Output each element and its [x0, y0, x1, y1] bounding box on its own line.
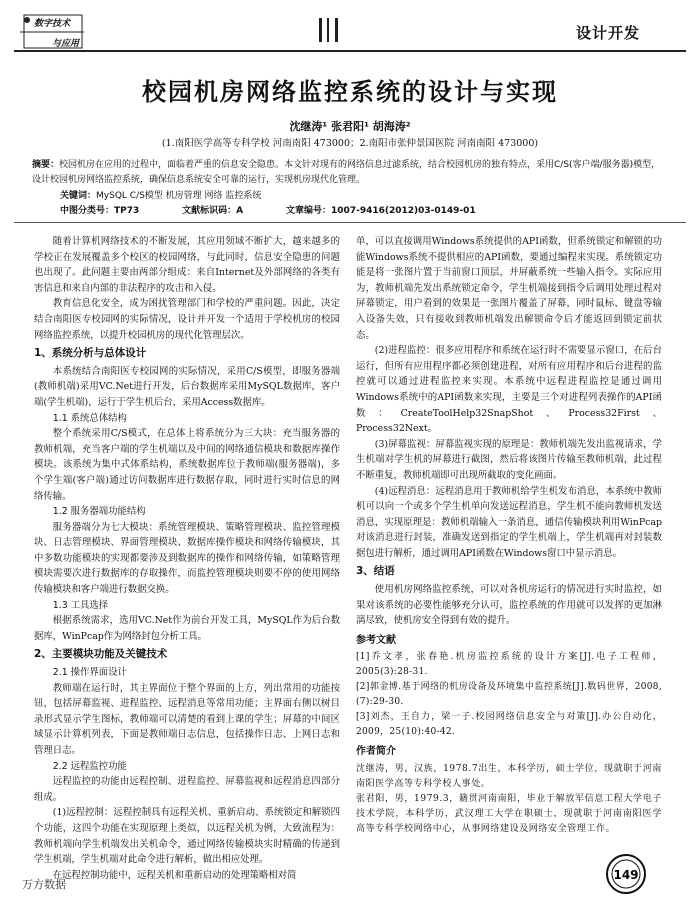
- page-number-badge: [605, 853, 647, 895]
- body-paragraph: 整个系统采用C/S模式，在总体上将系统分为三大块：充当服务器的教师机端，充当客户端的学生机端以及中间的网络通信模块和数据库操作模块。该系统为集中式体系结构，系统数据库位于教师端(服务器端)，多个学生端(客户端)通过访问数据库进行数据存取，同时进行实时信息的网络传输。: [34, 428, 340, 502]
- body-paragraph: 教育信息化安全，成为困扰管理部门和学校的严重问题。因此，决定结合南阳医专校园网的实际情况，设计并开发一个适用于学校机房的校园网络监控系统，以提升校园机房的现代化管理层次。: [34, 298, 340, 341]
- header-bars-decoration: [317, 18, 347, 42]
- section-label: 设计开发: [576, 24, 641, 42]
- body-paragraph: 远程监控的功能由远程控制、进程监控、屏幕监视和远程消息四部分组成。: [34, 776, 340, 803]
- keywords-line: [60, 188, 261, 201]
- body-paragraph: 本系统结合南阳医专校园网的实际情况，采用C/S模型，即服务器端(教师机端)采用VC.Net进行开发，后台数据库采用MySQL数据库，客户端(学生机端)，运行于学生机后台，采用Access数据库。: [34, 365, 340, 408]
- reference-item: [2]郭金博.基于网络的机房设备及环境集中监控系统[J].数码世界，2008,(7):29-30.: [356, 682, 662, 708]
- right-column: [356, 234, 662, 837]
- abstract: [32, 158, 668, 188]
- section-heading: 3、结语: [356, 565, 395, 578]
- left-column: [34, 234, 340, 883]
- body-paragraph: (3)屏幕监视：屏幕监视实现的原理是：教师机端先发出监视请求，学生机端对学生机的屏幕进行截图，然后将该图片传输至教师机端，此过程不断重复，教师机端即可出现所截取的变化画面。: [356, 438, 662, 481]
- logo-line2: 与应用: [52, 39, 80, 49]
- reference-item: [1]乔文孝，张春艳.机房监控系统的设计方案[J].电子工程师，2005(3):28-31.: [356, 652, 662, 678]
- keywords-label: 关键词：: [60, 191, 97, 201]
- subsection-heading: 1.2 服务器端功能结构: [52, 506, 146, 518]
- body-paragraph: 随着计算机网络技术的不断发展，其应用领域不断扩大，越来越多的学校正在发展覆盖多个校区的校园网络，与此同时，信息安全隐患的问题也出现了。此问题主要由两部分组成：来自Internet及外部网络的各类有害信息和来自内部的非法程序的攻击和入侵。: [34, 236, 340, 294]
- page-number: 149: [613, 868, 639, 882]
- references-heading: 参考文献: [356, 634, 396, 646]
- body-paragraph: (4)远程消息：远程消息用于教师机给学生机发布消息，本系统中教师机可以向一个或多个学生机单向发送远程消息，学生机不能向教师机发送消息，实现原理是：教师机端输入一条消息，通信传输模块利用WinPcap对该消息进行封装，准确发送到指定的学生机端上，学生机端再对封装数据包进行解析，通过调用API函数在Windows窗口中显示消息。: [356, 485, 662, 559]
- paper-authors: 沈继涛¹ 张君阳¹ 胡海涛²: [289, 120, 411, 133]
- clc-value: TP73: [114, 206, 140, 216]
- doc-code-label: 文献标识码：: [182, 206, 237, 216]
- author-bio-item: 张君阳，男，1979.3，籍贯河南南阳，毕业于解放军信息工程大学电子技术学院，本科学历，武汉理工大学在职硕士，现就职于河南南阳医学高等专科学校网络中心，从事网络建设及网络安全管理工作。: [356, 794, 662, 835]
- page-badge-circle-icon: [605, 853, 647, 895]
- paper-affiliation: (1.南阳医学高等专科学校 河南南阳 473000；2.南阳市张仲景国医院 河南南阳 473000): [161, 138, 539, 149]
- author-bio-heading: 作者简介: [356, 746, 396, 758]
- logo-line1: 数字技术: [34, 19, 71, 29]
- body-paragraph: 根据系统需求，选用VC.Net作为前台开发工具，MySQL作为后台数据库，WinPcap作为网络封包分析工具。: [34, 615, 340, 642]
- header-rule: [14, 50, 686, 52]
- body-paragraph: 在远程控制功能中，远程关机和重新启动的处理策略相对简: [52, 869, 297, 881]
- keywords: MySQL C/S模型 机房管理 网络 监控系统: [96, 191, 262, 201]
- paper-title: 校园机房网络监控系统的设计与实现: [142, 77, 558, 106]
- body-paragraph: 使用机房网络监控系统，可以对各机房运行的情况进行实时监控，如果对该系统的必要性能够充分认可，监控系统的作用就可以发挥的更加淋漓尽致，使机房安全得到有效的提升。: [356, 584, 662, 627]
- subsection-heading: 1.3 工具选择: [52, 599, 109, 611]
- abstract-text: 校园机房在应用的过程中，面临着严重的信息安全隐患。本文针对现有的网络信息过滤系统，结合校园机房的独有特点，采用C/S(客户端/服务器)模型，设计校园机房网络监控系统，确保信息系统安全可靠的运行，实现机房现代化管理。: [32, 160, 661, 185]
- body-paragraph: (2)进程监控：很多应用程序和系统在运行时不需要显示窗口，在后台运行，但所有应用程序都必须创建进程，对所有应用程序和后台进程的监控就可以通过进程监控来实现。本系统中远程进程监控是通过调用Windows系统中的API函数来实现，主要是三个对进程列表操作的API函数：CreateToolHelp32SnapShot、Process32First、Process32Next。: [356, 345, 662, 435]
- body-paragraph: (1)远程控制：远程控制具有远程关机、重新启动、系统锁定和解锁四个功能，这四个功能在实现原理上类似，以远程关机为例，大致流程为：教师机端向学生机端发出关机命令，通过网络传输模块实时精确的传递到学生机端，学生机端对此命令进行解析，做出相应处理。: [34, 807, 340, 866]
- abstract-label: 摘要：: [32, 160, 60, 170]
- clc-label: 中图分类号：: [60, 206, 115, 216]
- article-no-label: 文章编号：: [286, 206, 332, 216]
- source-watermark: 万方数据: [22, 878, 66, 891]
- abstract-rule: [14, 222, 686, 223]
- article-no-value: 1007-9416(2012)03-0149-01: [331, 206, 476, 216]
- body-paragraph: 教师端在运行时，其主界面位于整个界面的上方，列出常用的功能按钮，包括屏幕监视、进程监控、远程消息等常用功能；主界面右侧以树目录形式显示学生图标，教师端可以清楚的看到上课的学生；屏幕的中间区域显示计算机列表，下面是教师端日志信息，包括操作日志、上网日志和管理日志。: [34, 682, 340, 756]
- section-heading: 1、系统分析与总体设计: [34, 347, 147, 360]
- author-bio-item: 沈继涛，男，汉族，1978.7出生，本科学历，硕士学位，现就职于河南南阳医学高等专科学校人事处。: [356, 764, 662, 790]
- subsection-heading: 1.1 系统总体结构: [52, 412, 127, 424]
- reference-item: [3]刘杰，王自力，梁一子.校园网络信息安全与对策[J].办公自动化，2009，25(10):40-42.: [356, 712, 662, 738]
- subsection-heading: 2.1 操作界面设计: [52, 667, 127, 679]
- body-paragraph: 服务器端分为七大模块：系统管理模块、策略管理模块、监控管理模块、日志管理模块、界面管理模块、数据库操作模块和网络传输模块，其中多数功能模块的实现都要涉及到数据库的操作和网络传输，如策略管理模块需要次进行数据库的存取操作，而监控管理模块则要不停的使用网络传输模块和客户端进行数据交换。: [34, 521, 340, 596]
- body-paragraph: 单，可以直接调用Windows系统提供的API函数，但系统锁定和解锁的功能Windows系统不提供相应的API函数，要通过编程来实现。系统锁定功能是将一张图片置于当前窗口顶层，并屏蔽系统一些输入指令。实际应用为，教师机端先发出系统锁定命令，学生机端接到指令后调用处理过程对屏幕锁定，用户看到的效果是一张图片覆盖了屏幕，同时鼠标、键盘等输入设备失效，只有接收到教师机端发出解锁命令后才能返回到锁定前状态。: [356, 236, 662, 341]
- doc-code-value: A: [236, 206, 244, 216]
- subsection-heading: 2.2 远程监控功能: [52, 760, 127, 772]
- classification-line: [60, 203, 516, 216]
- section-heading: 2、主要模块功能及关键技术: [34, 648, 168, 661]
